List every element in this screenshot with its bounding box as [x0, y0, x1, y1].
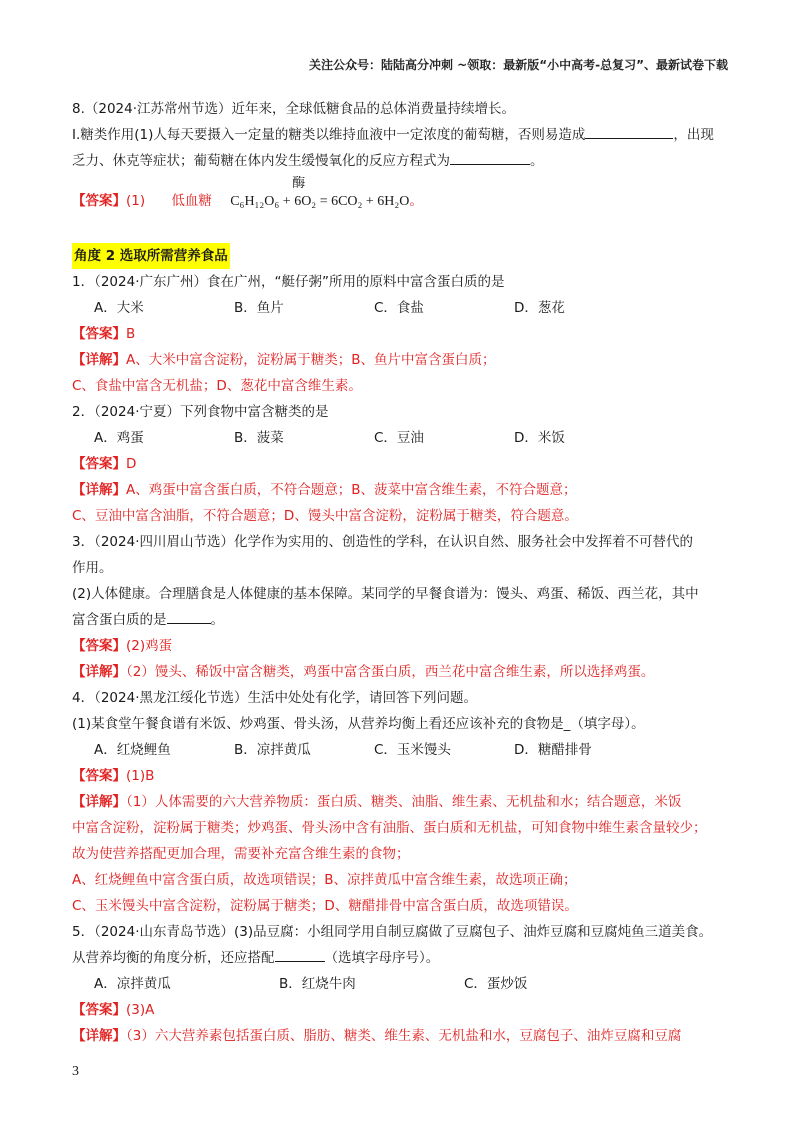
q5-option-b[interactable]: B．红烧牛肉	[279, 976, 356, 992]
q4-option-a[interactable]: A．红烧鲤鱼	[94, 742, 171, 758]
q4-answer: 【答案】(1)B	[72, 768, 155, 784]
q3-stem-1: 3．（2024·四川眉山节选）化学作为实用的、创造性的学科，在认识自然、服务社会中发挥着不可替代的	[72, 534, 693, 550]
q1-option-d[interactable]: D．葱花	[514, 300, 565, 316]
q1-stem: 1．（2024·广东广州）食在广州，“艇仔粥”所用的原料中富含蛋白质的是	[72, 274, 505, 290]
q4-part-1: (1)某食堂午餐食谱有米饭、炒鸡蛋、骨头汤，从营养均衡上看还应该补充的食物是_（填字母）。	[72, 716, 645, 732]
q8-stem: 8.（2024·江苏常州节选）近年来，全球低糖食品的总体消费量持续增长。	[72, 101, 516, 117]
q5-answer: 【答案】(3)A	[72, 1002, 155, 1018]
q3-detail-1: 【详解】（2）馒头、稀饭中富含糖类，鸡蛋中富含蛋白质，西兰花中富含维生素，所以选择鸡蛋。	[72, 664, 655, 680]
q3-part-1: (2)人体健康。合理膳食是人体健康的基本保障。某同学的早餐食谱为：馒头、鸡蛋、稀饭、西兰花，其中	[72, 586, 699, 602]
q4-option-d[interactable]: D．糖醋排骨	[514, 742, 592, 758]
q5-blank[interactable]	[275, 947, 325, 962]
q8-part-a: I.糖类作用(1)人每天要摄入一定量的糖类以维持血液中一定浓度的葡萄糖，否则易造成 ，出现	[72, 122, 728, 148]
q5-option-c[interactable]: C．蛋炒饭	[464, 976, 528, 992]
q1-option-c[interactable]: C．食盐	[374, 300, 424, 316]
q5-detail-1: 【详解】（3）六大营养素包括蛋白质、脂肪、糖类、维生素、无机盐和水，豆腐包子、油炸豆腐和豆腐	[72, 1028, 682, 1044]
q2-stem: 2．（2024·宁夏）下列食物中富含糖类的是	[72, 404, 329, 420]
q8-blank-2[interactable]	[450, 150, 530, 165]
q4-detail-2: 中富含淀粉，淀粉属于糖类；炒鸡蛋、骨头汤中含有油脂、蛋白质和无机盐，可知食物中维生素含量较少；	[72, 820, 707, 836]
q5-stem-1: 5．（2024·山东青岛节选）(3)品豆腐：小组同学用自制豆腐做了豆腐包子、油炸豆腐和豆腐炖鱼三道美食。	[72, 924, 713, 940]
q3-blank[interactable]	[167, 609, 211, 624]
q2-detail-2: C、豆油中富含油脂，不符合题意；D、馒头中富含淀粉，淀粉属于糖类，符合题意。	[72, 508, 578, 524]
q8-answer: 【答案】(1) 低血糖 酶 C₆H₁₂O₆ + 6O₂ = 6CO₂ + 6H₂O。	[72, 188, 728, 215]
q5-options	[72, 971, 728, 997]
q4-detail-5: C、玉米馒头中富含淀粉，淀粉属于糖类；D、糖醋排骨中富含蛋白质，故选项错误。	[72, 898, 578, 914]
q2-option-b[interactable]: B．菠菜	[234, 430, 284, 446]
q5-stem-2: 从营养均衡的角度分析，还应搭配 （选填字母序号）。	[72, 945, 728, 971]
q1-options	[72, 295, 728, 321]
q2-options	[72, 425, 728, 451]
q8-formula: 酶 C₆H₁₂O₆ + 6O₂ = 6CO₂ + 6H₂O	[230, 176, 410, 209]
q4-options	[72, 737, 728, 763]
q2-detail-1: 【详解】A、鸡蛋中富含蛋白质，不符合题意；B、菠菜中富含维生素，不符合题意；	[72, 482, 577, 498]
q2-option-a[interactable]: A．鸡蛋	[94, 430, 144, 446]
document-body	[72, 96, 728, 1049]
q1-detail-1: 【详解】A、大米中富含淀粉，淀粉属于糖类；B、鱼片中富含蛋白质；	[72, 352, 496, 368]
q5-option-a[interactable]: A．凉拌黄瓜	[94, 976, 171, 992]
q4-detail-1: 【详解】（1）人体需要的六大营养物质：蛋白质、糖类、油脂、维生素、无机盐和水；结合题意，米饭	[72, 794, 682, 810]
q3-part-2: 富含蛋白质的是 。	[72, 607, 728, 633]
q1-option-b[interactable]: B．鱼片	[234, 300, 284, 316]
q1-detail-2: C、食盐中富含无机盐；D、葱花中富含维生素。	[72, 378, 362, 394]
q4-option-b[interactable]: B．凉拌黄瓜	[234, 742, 311, 758]
q1-option-a[interactable]: A．大米	[94, 300, 144, 316]
q4-detail-3: 故为使营养搭配更加合理，需要补充富含维生素的食物；	[72, 846, 410, 862]
q1-answer: 【答案】B	[72, 326, 136, 342]
page-number: 3	[72, 1064, 79, 1079]
q8-blank-1[interactable]	[585, 124, 673, 139]
q3-stem-2: 作用。	[72, 560, 113, 576]
section-title: 角度 2 选取所需营养食品	[72, 243, 230, 269]
page-header: 关注公众号：陆陆高分冲刺 ~领取：最新版“小中高考-总复习”、最新试卷下载	[309, 58, 728, 72]
q2-option-d[interactable]: D．米饭	[514, 430, 565, 446]
q4-option-c[interactable]: C．玉米馒头	[374, 742, 451, 758]
q4-detail-4: A、红烧鲤鱼中富含蛋白质，故选项错误；B、凉拌黄瓜中富含维生素，故选项正确；	[72, 872, 577, 888]
q3-answer: 【答案】(2)鸡蛋	[72, 638, 173, 654]
q8-part-b: 乏力、休克等症状；葡萄糖在体内发生缓慢氧化的反应方程式为 。	[72, 148, 728, 174]
q4-stem: 4．（2024·黑龙江绥化节选）生活中处处有化学，请回答下列问题。	[72, 690, 477, 706]
q2-answer: 【答案】D	[72, 456, 137, 472]
q2-option-c[interactable]: C．豆油	[374, 430, 424, 446]
